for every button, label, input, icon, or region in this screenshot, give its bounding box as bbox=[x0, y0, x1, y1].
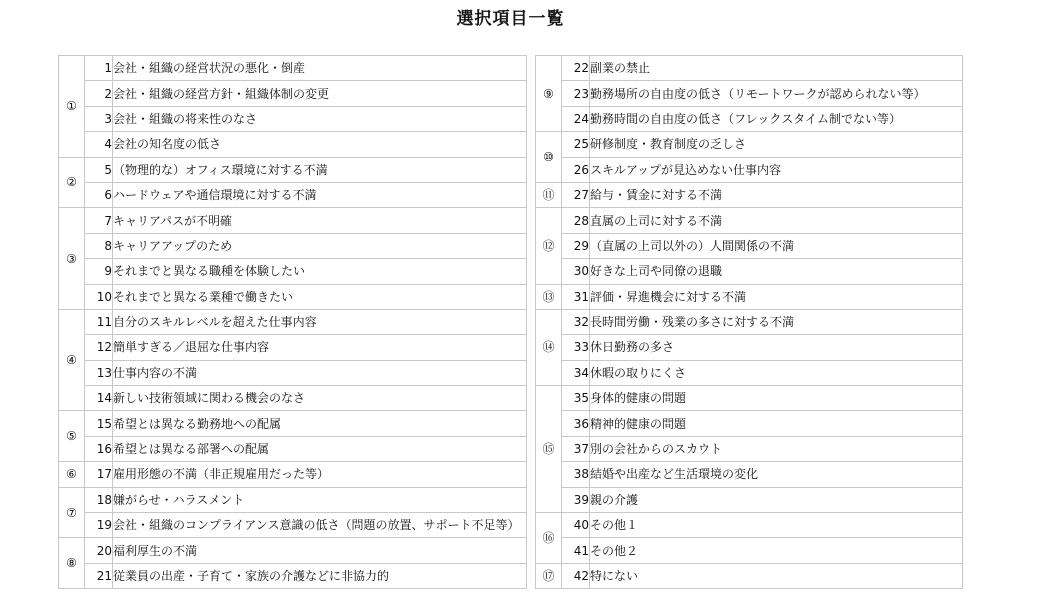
item-text: 福利厚生の不満 bbox=[113, 538, 527, 563]
selection-table-right bbox=[535, 55, 963, 589]
group-marker: ① bbox=[59, 56, 85, 158]
table-row bbox=[59, 208, 527, 233]
item-text: 長時間労働・残業の多さに対する不満 bbox=[590, 309, 963, 334]
table-row bbox=[536, 513, 963, 538]
item-text: 自分のスキルレベルを超えた仕事内容 bbox=[113, 309, 527, 334]
group-marker: ⑪ bbox=[536, 182, 562, 207]
table-row bbox=[536, 132, 963, 157]
item-number: 28 bbox=[562, 208, 590, 233]
item-number: 13 bbox=[85, 360, 113, 385]
table-row bbox=[59, 335, 527, 360]
item-number: 41 bbox=[562, 538, 590, 563]
item-text: 新しい技術領域に関わる機会のなさ bbox=[113, 386, 527, 411]
table-row bbox=[536, 182, 963, 207]
item-number: 38 bbox=[562, 462, 590, 487]
item-number: 26 bbox=[562, 157, 590, 182]
item-number: 25 bbox=[562, 132, 590, 157]
group-marker: ⑧ bbox=[59, 538, 85, 589]
item-text: 休日勤務の多さ bbox=[590, 335, 963, 360]
table-row bbox=[59, 233, 527, 258]
item-number: 36 bbox=[562, 411, 590, 436]
item-number: 22 bbox=[562, 56, 590, 81]
item-text: スキルアップが見込めない仕事内容 bbox=[590, 157, 963, 182]
item-number: 16 bbox=[85, 436, 113, 461]
table-row bbox=[536, 309, 963, 334]
item-number: 23 bbox=[562, 81, 590, 106]
item-number: 17 bbox=[85, 462, 113, 487]
group-marker: ⑤ bbox=[59, 411, 85, 462]
item-text: 研修制度・教育制度の乏しさ bbox=[590, 132, 963, 157]
table-row bbox=[59, 436, 527, 461]
item-text: 会社・組織の将来性のなさ bbox=[113, 106, 527, 131]
page-title: 選択項目一覧 bbox=[456, 9, 565, 29]
item-text: 会社・組織のコンプライアンス意識の低さ（問題の放置、サポート不足等） bbox=[113, 513, 527, 538]
item-number: 1 bbox=[85, 56, 113, 81]
item-text: ハードウェアや通信環境に対する不満 bbox=[113, 182, 527, 207]
item-number: 3 bbox=[85, 106, 113, 131]
item-text: 勤務時間の自由度の低さ（フレックスタイム制でない等） bbox=[590, 106, 963, 131]
item-text: 好きな上司や同僚の退職 bbox=[590, 259, 963, 284]
selection-table-left bbox=[58, 55, 527, 589]
item-number: 15 bbox=[85, 411, 113, 436]
item-number: 6 bbox=[85, 182, 113, 207]
table-row bbox=[59, 157, 527, 182]
table-row bbox=[59, 309, 527, 334]
item-number: 37 bbox=[562, 436, 590, 461]
table-row bbox=[536, 436, 963, 461]
group-marker: ⑭ bbox=[536, 309, 562, 385]
item-text: その他１ bbox=[590, 513, 963, 538]
selection-table-right-body bbox=[536, 56, 963, 589]
item-text: 副業の禁止 bbox=[590, 56, 963, 81]
item-number: 7 bbox=[85, 208, 113, 233]
item-number: 19 bbox=[85, 513, 113, 538]
item-text: 休暇の取りにくさ bbox=[590, 360, 963, 385]
selection-table-left-body bbox=[59, 56, 527, 589]
item-text: それまでと異なる業種で働きたい bbox=[113, 284, 527, 309]
item-text: 評価・昇進機会に対する不満 bbox=[590, 284, 963, 309]
item-number: 33 bbox=[562, 335, 590, 360]
table-row bbox=[59, 360, 527, 385]
item-number: 39 bbox=[562, 487, 590, 512]
item-text: その他２ bbox=[590, 538, 963, 563]
table-row bbox=[59, 182, 527, 207]
item-text: 直属の上司に対する不満 bbox=[590, 208, 963, 233]
table-row bbox=[536, 563, 963, 588]
item-text: 希望とは異なる部署への配属 bbox=[113, 436, 527, 461]
item-text: 給与・賃金に対する不満 bbox=[590, 182, 963, 207]
table-row bbox=[59, 538, 527, 563]
item-number: 10 bbox=[85, 284, 113, 309]
table-row bbox=[59, 106, 527, 131]
group-marker: ⑥ bbox=[59, 462, 85, 487]
table-row bbox=[59, 81, 527, 106]
table-row bbox=[536, 487, 963, 512]
group-marker: ⑰ bbox=[536, 563, 562, 588]
item-text: （直属の上司以外の）人間関係の不満 bbox=[590, 233, 963, 258]
item-text: 親の介護 bbox=[590, 487, 963, 512]
group-marker: ⑬ bbox=[536, 284, 562, 309]
table-row bbox=[59, 411, 527, 436]
table-row bbox=[536, 335, 963, 360]
table-row bbox=[536, 157, 963, 182]
item-number: 11 bbox=[85, 309, 113, 334]
item-number: 9 bbox=[85, 259, 113, 284]
group-marker: ⑩ bbox=[536, 132, 562, 183]
table-row bbox=[59, 56, 527, 81]
table-row bbox=[59, 259, 527, 284]
item-text: 従業員の出産・子育て・家族の介護などに非協力的 bbox=[113, 563, 527, 588]
item-number: 27 bbox=[562, 182, 590, 207]
item-text: 勤務場所の自由度の低さ（リモートワークが認められない等） bbox=[590, 81, 963, 106]
item-number: 14 bbox=[85, 386, 113, 411]
item-number: 21 bbox=[85, 563, 113, 588]
group-marker: ⑦ bbox=[59, 487, 85, 538]
item-text: 精神的健康の問題 bbox=[590, 411, 963, 436]
item-text: （物理的な）オフィス環境に対する不満 bbox=[113, 157, 527, 182]
group-marker: ② bbox=[59, 157, 85, 208]
item-text: 会社の知名度の低さ bbox=[113, 132, 527, 157]
table-row bbox=[536, 538, 963, 563]
item-text: 雇用形態の不満（非正規雇用だった等） bbox=[113, 462, 527, 487]
item-number: 42 bbox=[562, 563, 590, 588]
table-row bbox=[59, 513, 527, 538]
item-text: 仕事内容の不満 bbox=[113, 360, 527, 385]
table-row bbox=[536, 208, 963, 233]
item-text: 結婚や出産など生活環境の変化 bbox=[590, 462, 963, 487]
item-number: 5 bbox=[85, 157, 113, 182]
table-row bbox=[59, 284, 527, 309]
item-text: キャリアアップのため bbox=[113, 233, 527, 258]
table-row bbox=[536, 462, 963, 487]
item-number: 29 bbox=[562, 233, 590, 258]
table-row bbox=[59, 487, 527, 512]
item-number: 32 bbox=[562, 309, 590, 334]
item-number: 4 bbox=[85, 132, 113, 157]
table-row bbox=[536, 284, 963, 309]
table-row bbox=[59, 462, 527, 487]
item-number: 40 bbox=[562, 513, 590, 538]
item-text: 会社・組織の経営方針・組織体制の変更 bbox=[113, 81, 527, 106]
table-row bbox=[536, 386, 963, 411]
item-text: 嫌がらせ・ハラスメント bbox=[113, 487, 527, 512]
group-marker: ⑨ bbox=[536, 56, 562, 132]
item-text: 簡単すぎる／退屈な仕事内容 bbox=[113, 335, 527, 360]
item-text: 会社・組織の経営状況の悪化・倒産 bbox=[113, 56, 527, 81]
table-row bbox=[59, 386, 527, 411]
table-row bbox=[536, 233, 963, 258]
item-text: 別の会社からのスカウト bbox=[590, 436, 963, 461]
item-text: 特にない bbox=[590, 563, 963, 588]
group-marker: ⑫ bbox=[536, 208, 562, 284]
table-row bbox=[536, 56, 963, 81]
group-marker: ⑯ bbox=[536, 513, 562, 564]
group-marker: ④ bbox=[59, 309, 85, 411]
group-marker: ⑮ bbox=[536, 386, 562, 513]
table-row bbox=[59, 563, 527, 588]
item-number: 24 bbox=[562, 106, 590, 131]
item-number: 35 bbox=[562, 386, 590, 411]
item-number: 8 bbox=[85, 233, 113, 258]
group-marker: ③ bbox=[59, 208, 85, 310]
item-text: キャリアパスが不明確 bbox=[113, 208, 527, 233]
table-row bbox=[536, 81, 963, 106]
item-number: 2 bbox=[85, 81, 113, 106]
item-number: 20 bbox=[85, 538, 113, 563]
item-number: 30 bbox=[562, 259, 590, 284]
item-number: 18 bbox=[85, 487, 113, 512]
item-text: それまでと異なる職種を体験したい bbox=[113, 259, 527, 284]
item-number: 12 bbox=[85, 335, 113, 360]
item-number: 34 bbox=[562, 360, 590, 385]
table-row bbox=[59, 132, 527, 157]
item-text: 身体的健康の問題 bbox=[590, 386, 963, 411]
table-row bbox=[536, 259, 963, 284]
table-row bbox=[536, 360, 963, 385]
item-number: 31 bbox=[562, 284, 590, 309]
table-row bbox=[536, 106, 963, 131]
table-row bbox=[536, 411, 963, 436]
item-text: 希望とは異なる勤務地への配属 bbox=[113, 411, 527, 436]
